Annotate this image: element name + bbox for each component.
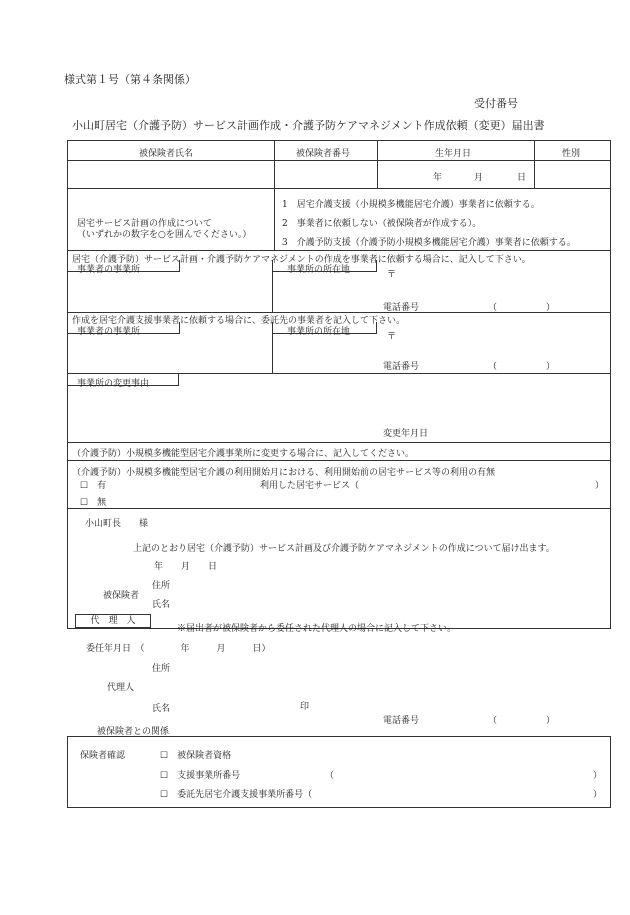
agent-phone-label: 電話番号 [383, 716, 420, 726]
phone-open-paren: （ [488, 303, 498, 313]
change-reason-field[interactable] [68, 388, 608, 420]
plan-option-3[interactable]: 3 介護予防支援（介護予防小規模多機能居宅介護）事業者に依頼する。 [282, 238, 576, 248]
insured-name-header: 被保険者氏名 [139, 149, 194, 159]
agent-address-field[interactable] [178, 658, 598, 670]
insured-number-header: 被保険者番号 [296, 149, 351, 159]
delegation-date: 委任年月日 （ 年 月 日） [86, 644, 271, 654]
consign-note: 作成を居宅介護支援事業者に依頼する場合に、委託先の事業者を記入して下さい。 [72, 316, 406, 326]
agent-name-field[interactable] [178, 698, 288, 710]
consign-phone-close-paren: ） [546, 362, 556, 372]
phone-field[interactable] [500, 298, 544, 310]
provider-address-field[interactable] [378, 276, 608, 296]
used-services-label: 利用した居宅サービス（ [260, 481, 360, 491]
usage-no-checkbox[interactable]: ☐ 無 [80, 498, 107, 508]
page-title: 小山町居宅（介護予防）サービス計画作成・介護予防ケアマネジメント作成依頼（変更）届出書 [72, 119, 545, 132]
agent-label: 代理人 [107, 683, 135, 693]
consign-office-number-checkbox[interactable]: ☐ 委託先居宅介護支援事業所番号（ [160, 790, 313, 800]
insured-label: 被保険者 [103, 591, 140, 601]
divider [67, 508, 611, 509]
sex-field[interactable] [535, 161, 610, 187]
consign-provider-address-field[interactable] [378, 338, 608, 358]
insured-name-field[interactable] [68, 161, 273, 187]
divider [67, 250, 611, 251]
agent-phone-field[interactable] [500, 711, 544, 723]
consign-phone-field[interactable] [500, 357, 544, 369]
insured-address-label: 住所 [152, 581, 171, 591]
used-services-close-paren: ） [595, 481, 605, 491]
postal-mark: 〒 [387, 270, 397, 280]
divider [274, 188, 275, 250]
plan-option-1[interactable]: 1 居宅介護支援（小規模多機能居宅介護）事業者に依頼する。 [282, 200, 540, 210]
insured-address-field[interactable] [178, 575, 598, 587]
consign-phone-open-paren: （ [488, 362, 498, 372]
change-date-label: 変更年月日 [383, 429, 429, 439]
consign-phone-label: 電話番号 [383, 362, 420, 372]
birth-date-field[interactable] [378, 161, 533, 187]
agent-box-label: 代 理 人 [75, 614, 151, 628]
reception-number-label: 受付番号 [474, 97, 518, 110]
usage-yes-checkbox[interactable]: ☐ 有 [80, 481, 107, 491]
support-office-number-field[interactable] [337, 766, 587, 778]
agent-address-label: 住所 [152, 664, 171, 674]
addressee: 小山町長 様 [85, 519, 149, 529]
declaration-statement: 上記のとおり居宅（介護予防）サービス計画及び介護予防ケアマネジメントの作成について届け出ます。 [133, 544, 555, 554]
agent-name-label: 氏名 [152, 704, 171, 714]
change-reason-label: 事業所の変更事由 [77, 379, 150, 389]
small-scale-note: （介護予防）小規模多機能型居宅介護事業所に変更する場合に、記入してください。 [72, 449, 415, 459]
confirmation-label: 保険者確認 [80, 751, 126, 761]
insured-name-label: 氏名 [152, 600, 171, 610]
sex-header: 性別 [562, 149, 581, 159]
consign-office-number-field[interactable] [337, 785, 587, 797]
phone-label: 電話番号 [383, 303, 420, 313]
plan-option-2[interactable]: 2 事業者に依頼しない（被保険者が作成する）。 [282, 219, 482, 229]
insured-name-input[interactable] [178, 594, 598, 606]
support-office-open-paren: （ [325, 771, 335, 781]
agent-phone-open-paren: （ [488, 716, 498, 726]
insured-qualification-checkbox[interactable]: ☐ 被保険者資格 [160, 751, 232, 761]
consign-provider-name-field[interactable] [68, 334, 271, 372]
provider-name-label: 事業者の事業所 [77, 265, 141, 275]
birth-day-unit: 日 [517, 173, 527, 183]
consign-provider-name-label: 事業者の事業所 [77, 327, 141, 337]
provider-name-field[interactable] [68, 272, 271, 311]
divider [67, 442, 611, 443]
request-note: 居宅（介護予防）サービス計画・介護予防ケアマネジメントの作成を事業者に依頼する場合に、記入して下さい。 [72, 255, 531, 265]
consign-office-close-paren: ） [593, 790, 603, 800]
seal-mark: 印 [300, 702, 310, 712]
birth-date-header: 生年月日 [435, 149, 472, 159]
support-office-close-paren: ） [593, 771, 603, 781]
plan-creation-instruction: （いずれかの数字を○を囲んでください。） [77, 230, 252, 240]
agent-note: ※届出者が被保険者から委任された代理人の場合に記入して下さい。 [177, 624, 457, 634]
used-services-field[interactable] [370, 476, 590, 488]
phone-close-paren: ） [546, 303, 556, 313]
birth-year-unit: 年 [433, 173, 443, 183]
form-number: 様式第１号（第４条関係） [64, 73, 196, 86]
declaration-date: 年 月 日 [154, 562, 218, 572]
relation-label: 被保険者との関係 [97, 727, 170, 737]
divider [67, 460, 611, 461]
usage-question: （介護予防）小規模多機能型居宅介護の利用開始月における、利用開始前の居宅サービス等の利用の有無 [72, 468, 496, 478]
agent-phone-close-paren: ） [546, 716, 556, 726]
plan-creation-label: 居宅サービス計画の作成について [77, 219, 212, 229]
insured-number-field[interactable] [275, 161, 376, 187]
support-office-number-checkbox[interactable]: ☐ 支援事業所番号 [160, 771, 241, 781]
consign-provider-address-label: 事業所の所在地 [287, 327, 351, 337]
birth-month-unit: 月 [474, 173, 484, 183]
divider [67, 188, 611, 189]
provider-address-label: 事業所の所在地 [287, 265, 351, 275]
postal-mark: 〒 [387, 332, 397, 342]
